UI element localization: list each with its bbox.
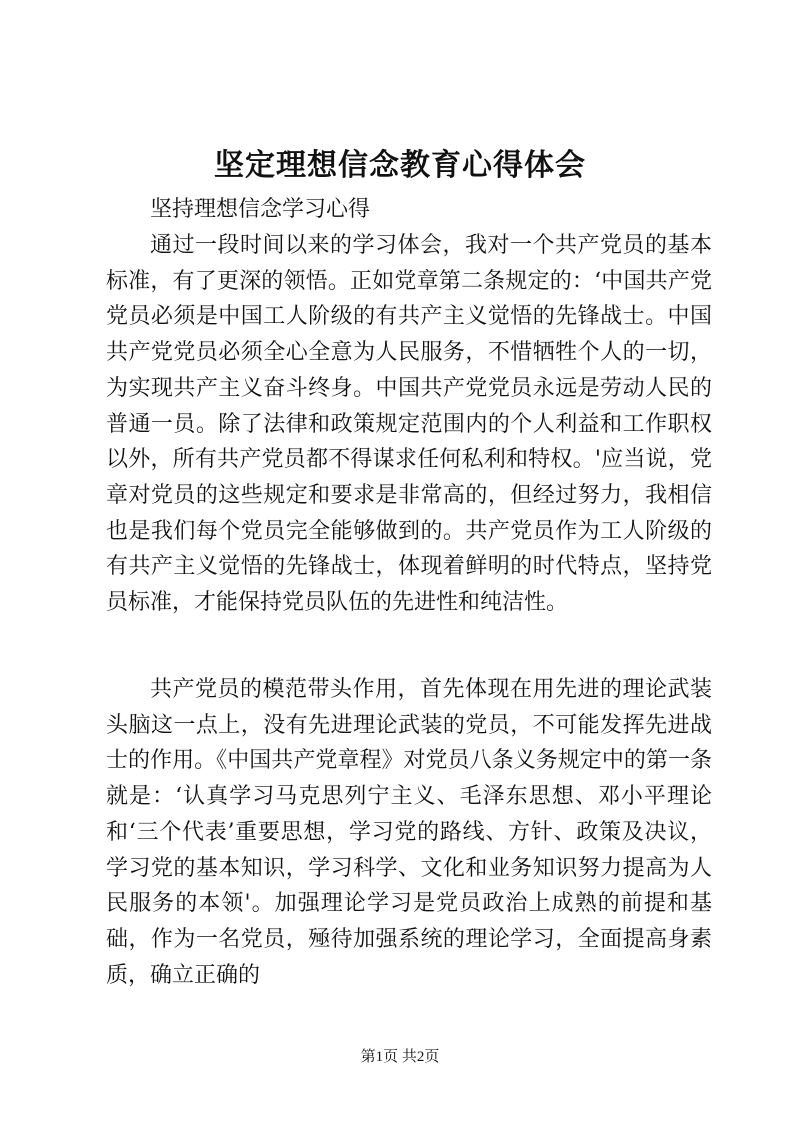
document-title: 坚定理想信念教育心得体会 <box>214 148 586 183</box>
paragraph-1: 通过一段时间以来的学习体会，我对一个共产党员的基本标准，有了更深的领悟。正如党章第二条规定的：‘中国共产党党员必须是中国工人阶级的有共产主义觉悟的先锋战士。中国共产党党员必须全心全意为人民服务，不惜牺牲个人的一切，为实现共产主义奋斗终身。中国共产党党员永远是劳动人民的普通一员。除了法律和政策规定范围内的个人利益和工作职权以外，所有共产党员都不得谋求任何私利和特权。'应当说，党章对党员的这些规定和要求是非常高的，但经过努力，我相信也是我们每个党员完全能够做到的。共产党员作为工人阶级的有共产主义觉悟的先锋战士，体现着鲜明的时代特点，坚持党员标准，才能保持党员队伍的先进性和纯洁性。 <box>106 233 712 616</box>
document-subtitle: 坚持理想信念学习心得 <box>150 197 371 222</box>
paragraph-2: 共产党员的模范带头作用，首先体现在用先进的理论武装头脑这一点上，没有先进理论武装的党员，不可能发挥先进战士的作用。《中国共产党章程》对党员八条义务规定中的第一条就是：‘认真学习马克思列宁主义、毛泽东思想、邓小平理论和‘三个代表’重要思想，学习党的路线、方针、政策及决议，学习党的基本知识，学习科学、文化和业务知识努力提高为人民服务的本领'。加强理论学习是党员政治上成熟的前提和基础，作为一名党员，殛待加强系统的理论学习，全面提高身素质，确立正确的 <box>106 677 712 988</box>
page-footer: 第1页 共2页 <box>360 1049 440 1065</box>
